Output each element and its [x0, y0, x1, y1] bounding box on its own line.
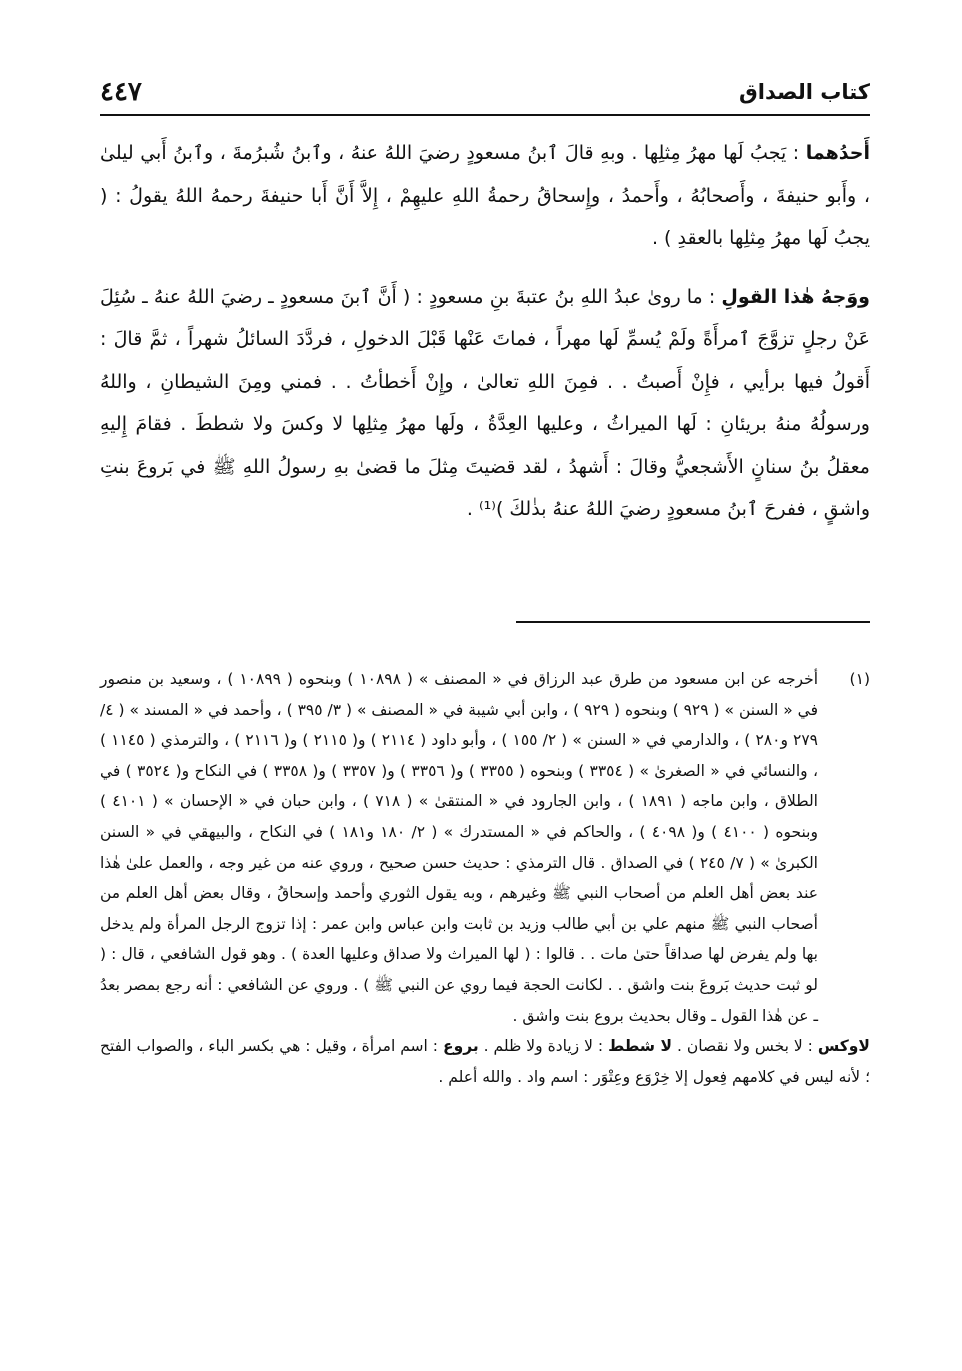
header-divider: [100, 114, 870, 116]
footnote-text: أخرجه عن ابن مسعود من طرق عبد الرزاق في « المصنف » ( ١٠٨٩٨ ) وبنحوه ( ١٠٨٩٩ ) ، وسعيد بن منصور في « السنن » ( ٩٢٩ ) وبنحوه ( ٩٢٩ ) ، وابن أبي شيبة في « المصنف » ( ٣/ ٣٩٥ ) ، وأحمد في « المسند » ( ٤/ ٢٧٩ و٢٨٠ ) ، والدارمي في « السنن » ( ٢/ ١٥٥ ) ، وأبو داود ( ٢١١٤ ) و( ٢١١٥ ) و( ٢١١٦ ) ، والترمذي ( ١١٤٥ ) ، والنسائي في « الصغرىٰ » ( ٣٣٥٤ ) وبنحوه ( ٣٣٥٥ ) و( ٣٣٥٦ ) و( ٣٣٥٧ ) و( ٣٣٥٨ ) في النكاح و( ٣٥٢٤ ) في الطلاق ، وابن ماجه ( ١٨٩١ ) ، وابن الجارود في « المنتقىٰ » ( ٧١٨ ) ، وابن حبان في « الإحسان » ( ٤١٠١ ) وبنحوه ( ٤١٠٠ ) و( ٤٠٩٨ ) ، والحاكم في « المستدرك » ( ٢/ ١٨٠ و١٨١ ) في النكاح ، والبيهقي في « السنن الكبرىٰ » ( ٧/ ٢٤٥ ) في الصداق . قال الترمذي : حديث حسن صحيح ، وروي عنه من غير وجه ، والعمل علىٰ هٰذا عند بعض أهل العلم من أصحاب النبي ﷺ وغيرهم ، وبه يقول الثوري وأحمد وإسحاقُ ، وقال بعض أهل العلم من أصحاب النبي ﷺ منهم علي بن أبي طالب وزيد بن ثابت وابن عباس وابن عمر : إذا تزوج الرجل المرأة ولم يدخل بها ولم يفرض لها صداقاً حتىٰ مات . . قالوا : ( لها الميراث ولا صداق وعليها العدة ) . وهو قول الشافعي ، قال : ( لو ثبت حديث بَروعَ بنت واشق . . لكانت الحجة فيما روي عن النبي ﷺ ) . وروي عن الشافعي : أنه رجع بمصر بعدُ ـ عن هٰذا القول ـ وقال بحديث بروع بنت واشق .: [100, 670, 819, 1025]
chapter-title: كتاب الصداق: [739, 80, 870, 104]
footnote-1: [100, 664, 870, 1031]
gloss-definition: : لا بخس ولا نقصان .: [676, 1037, 813, 1056]
paragraph-body: : ما روىٰ عبدُ اللهِ بنُ عتبةَ بنِ مسعودٍ : ( أَنَّ ٱبنَ مسعودٍ ـ رضيَ اللهُ عنهُ ـ سُئِلَ عَنْ رجلٍ تزوَّجَ ٱمرأَةً ولَمْ يُسمِّ لَها مهراً ، فماتَ عَنْها قَبْلَ الدخولِ ، فردَّدَ السائلُ شهراً ، ثمَّ قالَ : أَقولُ فيها برأيي ، فإِنْ أَصبتُ . . فمِنَ اللهِ تعالىٰ ، وإِنْ أَخطأتُ . . فمني ومِنَ الشيطانِ ، واللهُ ورسولُهُ منهُ بريئانِ : لَها الميراثُ ، وعليها العِدَّةُ ، ولَها مهرُ مِثلِها لا وكسَ ولا شططَ . فقامَ إِليهِ معقلُ بنُ سنانٍ الأَشجعيُّ وقالَ : أَشهدُ ، لقد قضيتَ مِثلَ ما قضىٰ بهِ رسولُ اللهِ ﷺ في بَروعَ بنتِ واشقٍ ، ففرحَ ٱبنُ مسعودٍ رضيَ اللهُ عنهُ بذٰلكَ )⁽¹⁾ .: [100, 285, 870, 520]
page-header: [100, 72, 870, 112]
paragraph-lead: أَحدُهما: [805, 142, 870, 164]
gloss-definition: : اسم امرأة ، وقيل : هي بكسر الباء ، والصواب الفتح ؛ لأنه ليس في كلامهم فِعول إلا خِرْوَع وعِتْوَر : اسم واد . والله أعلم .: [100, 1037, 870, 1086]
paragraph-evidence: [100, 276, 870, 531]
footnote-number: (١): [849, 670, 870, 688]
main-text: [100, 132, 870, 531]
gloss-term: بروع: [443, 1037, 479, 1056]
gloss-term: لاوكس: [817, 1037, 870, 1056]
footnote-divider: [516, 621, 870, 623]
glossary-note: [100, 1031, 870, 1092]
gloss-definition: : لا زيادة ولا ظلم .: [483, 1037, 604, 1056]
gloss-term: لا شطط: [608, 1037, 673, 1056]
page-number: ٤٤٧: [100, 77, 142, 107]
paragraph-body: : يَجبُ لَها مهرُ مِثلِها . وبهِ قالَ ٱبنُ مسعودٍ رضيَ اللهُ عنهُ ، وٱبنُ شُبرُمةَ ، وٱبنُ أَبي ليلىٰ ، وأَبو حنيفةَ ، وأَصحابُهُ ، وأَحمدُ ، وإِسحاقُ رحمةُ اللهِ عليهِمْ ، إِلاَّ أَنَّ أَبا حنيفةَ رحمهُ اللهُ يقولُ : ( يجبُ لَها مهرُ مِثلِها بالعقدِ ) .: [100, 142, 870, 249]
paragraph-lead: ووَجهُ هٰذا القولِ: [721, 285, 870, 308]
paragraph-first-opinion: [100, 132, 870, 260]
footnotes: [100, 664, 870, 1092]
